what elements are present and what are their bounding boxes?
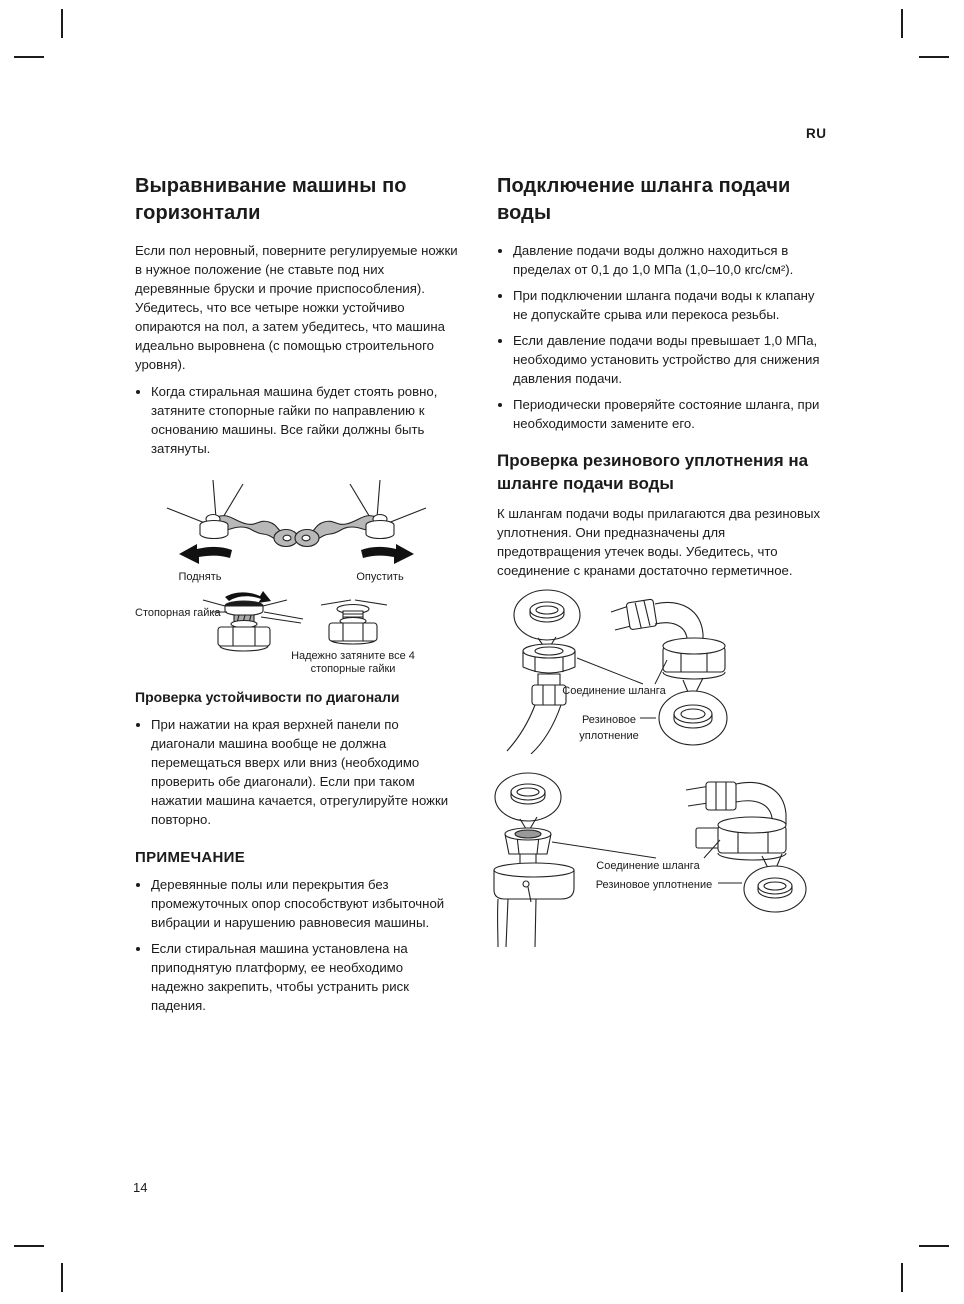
tightened-nut-illustration (321, 600, 387, 644)
figure-hose-seals-bottom (490, 770, 822, 948)
leveling-intro: Если пол неровный, поверните регулируемые ножки в нужное положение (не ставьте под них деревянные бруски и прочие приспособления). Убедитесь, что все четыре ножки устойчиво опираются на пол, а затем убедитесь, что машина идеально выровнена (с помощью строительного уровня). (135, 243, 458, 372)
label-raise: Поднять (178, 571, 222, 583)
list-item: • Периодически проверяйте состояние шланга, при необходимости замените его. (513, 395, 823, 433)
heading-seal-check: Проверка резинового уплотнения на шланге подачи воды (497, 451, 809, 493)
language-code: RU (806, 126, 827, 141)
heading-leveling: Выравнивание машины по горизонтали (135, 175, 407, 224)
label-hose-connection: Соединение шланга (596, 860, 700, 872)
label-rubber-seal-line2: уплотнение (579, 730, 639, 742)
caption-tighten-line1: Надежно затяните все 4 (291, 650, 415, 662)
label-hose-connection: Соединение шланга (562, 685, 666, 697)
crop-mark-top-left-v (61, 9, 63, 38)
lower-foot-illustration (295, 480, 426, 564)
note-bullet-list (135, 875, 459, 1015)
label-rubber-seal: Резиновое уплотнение (595, 879, 713, 891)
water-hose-bullet-list (497, 241, 823, 433)
elbow-connector-illustration (686, 782, 806, 912)
heading-diagonal-check: Проверка устойчивости по диагонали (135, 689, 400, 705)
heading-water-hose: Подключение шланга подачи воды (497, 175, 791, 224)
arrow-lower-icon (361, 544, 414, 564)
caption-tighten-line2: стопорные гайки (310, 663, 396, 674)
crop-mark-top-right-h (919, 56, 949, 58)
list-item: • Если давление подачи воды превышает 1,0 МПа, необходимо установить устройство для снижения давления подачи. (513, 331, 823, 388)
connection-leader-line (552, 842, 656, 858)
label-rubber-seal-line1: Резиновое (581, 714, 637, 726)
figure-leveling (133, 472, 458, 674)
list-item: • При подключении шланга подачи воды к клапану не допускайте срыва или перекоса резьбы. (513, 286, 823, 324)
seal-check-intro: К шлангам подачи воды прилагаются два резиновых уплотнения. Они предназначены для предотвращения утечек воды. Убедитесь, что соединение с кранами достаточно герметичное. (497, 506, 821, 578)
diagonal-check-bullet-list (135, 715, 459, 829)
left-column (135, 173, 459, 1022)
page-number: 14 (133, 1180, 148, 1195)
list-item: • При нажатии на края верхней панели по диагонали машина вообще не должна перемещаться вверх или вниз (необходимо проверить обе диагонали). Если при таком нажатии машина качается, отрегулируйте ножки повторно. (151, 715, 459, 829)
crop-mark-bottom-right-v (901, 1263, 903, 1292)
list-item: • Давление подачи воды должно находиться в пределах от 0,1 до 1,0 МПа (1,0–10,0 кгс/см²). (513, 241, 823, 279)
arrow-raise-icon (179, 544, 232, 564)
crop-mark-bottom-left-h (14, 1245, 44, 1247)
label-lock-nut: Стопорная гайка (135, 607, 221, 619)
figure-hose-seals-top (497, 588, 823, 754)
right-column (497, 173, 823, 948)
list-item: • Деревянные полы или перекрытия без промежуточных опор способствуют избыточной вибрации и нарушению равновесия машины. (151, 875, 459, 932)
crop-mark-bottom-right-h (919, 1245, 949, 1247)
crop-mark-top-right-v (901, 9, 903, 38)
raise-foot-illustration (167, 480, 298, 564)
list-item: • Когда стиральная машина будет стоять ровно, затяните стопорные гайки по направлению к основанию машины. Все гайки должны быть затянуты. (151, 382, 459, 458)
label-lower: Опустить (356, 571, 404, 583)
crop-mark-top-left-h (14, 56, 44, 58)
connection-leader-line (577, 658, 643, 684)
crop-mark-bottom-left-v (61, 1263, 63, 1292)
list-item: • Если стиральная машина установлена на приподнятую платформу, ее необходимо надежно закрепить, чтобы устранить риск падения. (151, 939, 459, 1015)
tap-connector-illustration (494, 773, 574, 947)
lock-nut-illustration (203, 591, 303, 651)
straight-connector-illustration (507, 590, 580, 754)
heading-note: ПРИМЕЧАНИЕ (135, 849, 246, 866)
leveling-bullet-list (135, 382, 459, 458)
